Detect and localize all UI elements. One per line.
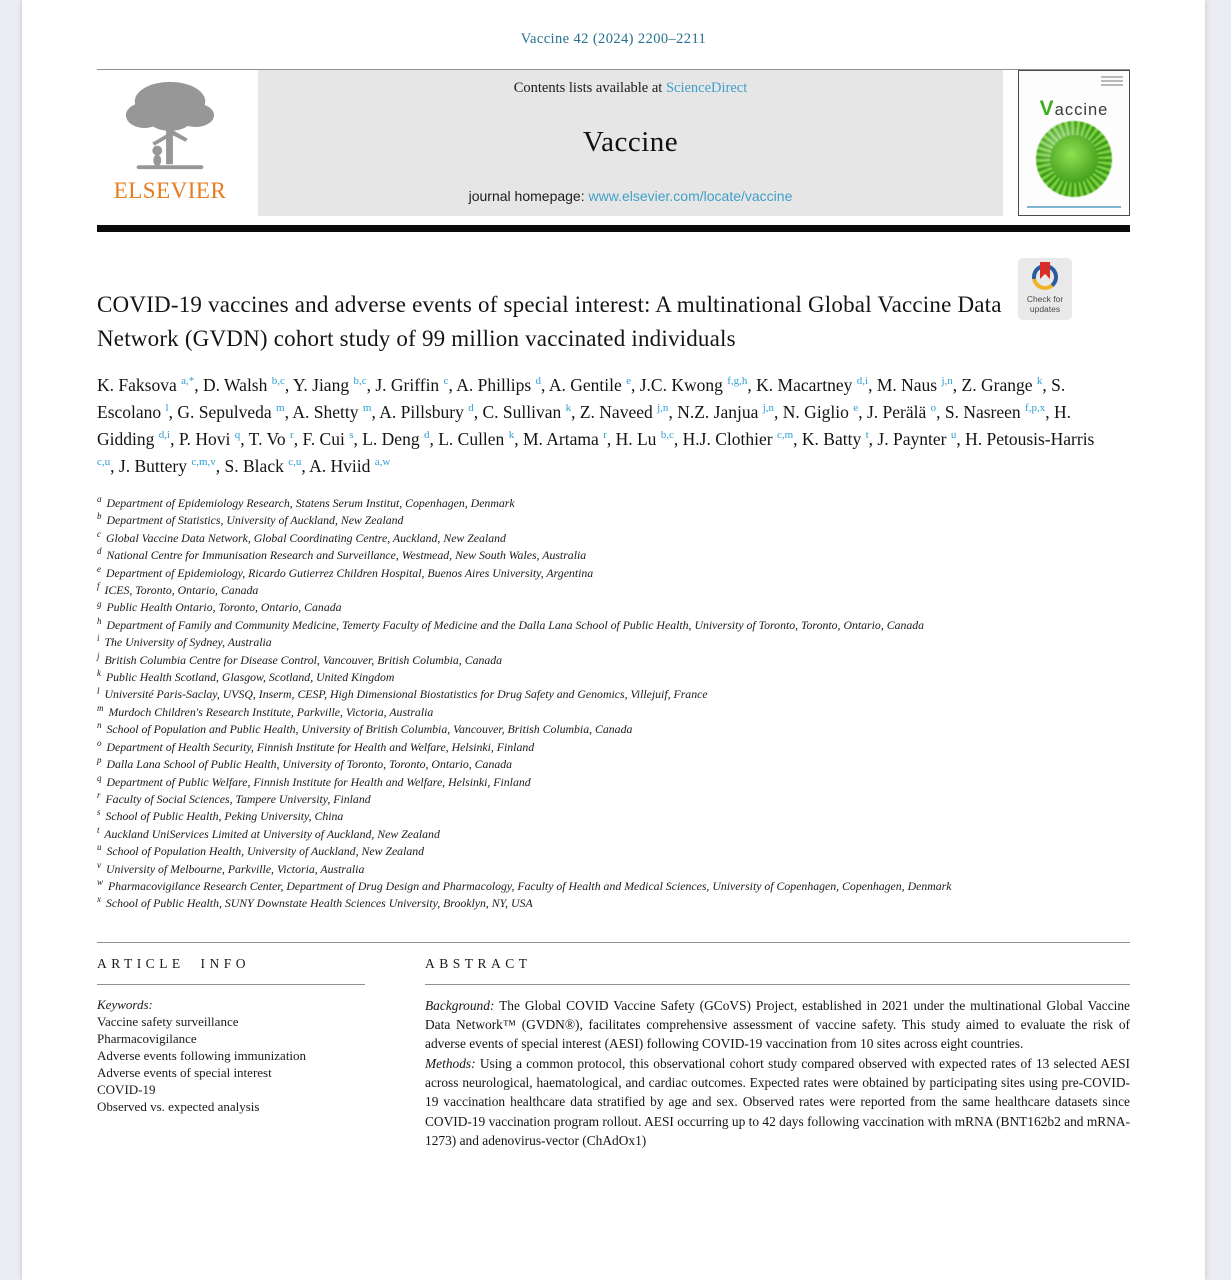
keyword-item: COVID-19 xyxy=(97,1081,156,1097)
author-affiliation-superscript: t xyxy=(865,429,869,442)
author: A. Shetty $^m$ xyxy=(292,402,372,422)
affiliation-item: $^i$ The University of Sydney, Australia xyxy=(97,633,272,650)
affiliation-item: $^n$ School of Population and Public Health, University of British Columbia, Vancouver, British Columbia, Canada xyxy=(97,720,633,737)
author-affiliation-superscript: e xyxy=(853,402,859,415)
affiliation-item: $^v$ University of Melbourne, Parkville, Victoria, Australia xyxy=(97,859,365,876)
keywords-label: Keywords: xyxy=(97,996,153,1012)
affiliation-item: $^u$ School of Population Health, University of Auckland, New Zealand xyxy=(97,842,425,859)
abstract-heading: ABSTRACT xyxy=(425,955,532,971)
author: H. Petousis-Harris $^{c,u}$ xyxy=(97,429,1095,469)
affiliation-item: $^d$ National Centre for Immunisation Research and Surveillance, Westmead, New South Wales, Australia xyxy=(97,546,587,563)
contents-line xyxy=(258,80,1003,97)
author-affiliation-superscript: m xyxy=(362,402,372,415)
check-for-updates-badge[interactable] xyxy=(1018,258,1072,320)
affiliation-item: $^q$ Department of Public Welfare, Finnish Institute for Health and Welfare, Helsinki, Finland xyxy=(97,772,531,789)
author: Z. Naveed $^{j,n}$ xyxy=(579,402,669,422)
keyword-item: Observed vs. expected analysis xyxy=(97,1098,260,1114)
author: M. Naus $^{j,n}$ xyxy=(876,375,953,395)
keyword-item: Adverse events following immunization xyxy=(97,1047,307,1063)
author: A. Phillips $^d$ xyxy=(456,375,542,395)
journal-citation: Vaccine 42 (2024) 2200–2211 xyxy=(520,31,707,47)
author-affiliation-superscript: o xyxy=(930,402,937,415)
author: A. Pillsbury $^d$ xyxy=(379,402,474,422)
author: S. Nasreen $^{f,p,x}$ xyxy=(944,402,1046,422)
author: S. Escolano $^l$ xyxy=(97,375,1066,422)
info-abstract-columns xyxy=(97,956,1130,1150)
article-info-heading: ARTICLE INFO xyxy=(97,955,251,971)
affiliation-item: $^x$ School of Public Health, SUNY Downstate Health Sciences University, Brooklyn, NY, USA xyxy=(97,894,533,911)
author-affiliation-superscript: b,c xyxy=(660,429,674,442)
author-affiliation-superscript: d,i xyxy=(158,429,171,442)
elsevier-wordmark: ELSEVIER xyxy=(113,178,227,203)
author: J. Paynter $^u$ xyxy=(877,429,957,449)
affiliation-list xyxy=(97,495,1130,913)
article-info-rule xyxy=(97,984,365,985)
abstract-paragraph: Methods: Using a common protocol, this observational cohort study compared observed with expected rates of 13 selected AESI across neurological, haematological, and cardiac outcomes. Expected rates were obtained by participating sites using pre-COVID-19 vaccination healthcare data stratified by age and sex. Observed rates were reported from the same healthcare datasets since COVID-19 vaccination program rollout. AESI occurring up to 42 days following vaccination with mRNA (BNT162b2 and mRNA-1273) and adenovirus-vector (ChAdOx1) xyxy=(425,1055,1130,1148)
article-info-column xyxy=(97,956,365,1150)
affiliation-item: $^w$ Pharmacovigilance Research Center, Department of Drug Design and Pharmacology, Faculty of Health and Medical Sciences, University of Copenhagen, Copenhagen, Denmark xyxy=(97,877,952,893)
paper-page xyxy=(22,0,1205,1280)
author: H. Gidding $^{d,i}$ xyxy=(97,402,1071,449)
author: K. Faksova $^{a,*}$ xyxy=(97,375,195,395)
affiliation-item: $^a$ Department of Epidemiology Research, Statens Serum Institut, Copenhagen, Denmark xyxy=(97,494,515,510)
affiliation-item: $^e$ Department of Epidemiology, Ricardo Gutierrez Children Hospital, Buenos Aires University, Argentina xyxy=(97,563,594,580)
cover-title-rest: accine xyxy=(1054,101,1109,119)
author-affiliation-superscript: k xyxy=(508,429,515,442)
article-title: COVID-19 vaccines and adverse events of special interest: A multinational Global Vaccine Data Network (GVDN) cohort study of 99 million vaccinated individuals xyxy=(97,292,1002,351)
affiliation-item: $^o$ Department of Health Security, Finnish Institute for Health and Welfare, Helsinki, Finland xyxy=(97,737,535,754)
author-affiliation-superscript: r xyxy=(290,429,294,442)
header-thick-rule xyxy=(97,225,1130,232)
author-affiliation-superscript: r xyxy=(603,429,607,442)
affiliation-item: $^s$ School of Public Health, Peking University, China xyxy=(97,807,344,824)
author: L. Cullen $^k$ xyxy=(438,429,515,449)
author: N.Z. Janjua $^{j,n}$ xyxy=(677,402,775,422)
crossmark-bookmark-icon xyxy=(1040,262,1050,279)
keyword-item: Pharmacovigilance xyxy=(97,1030,197,1046)
author: L. Deng $^d$ xyxy=(362,429,430,449)
publisher-logo xyxy=(97,70,243,216)
abstract-rule xyxy=(425,984,1130,985)
journal-name: Vaccine xyxy=(582,126,679,158)
author-affiliation-superscript: f,g,h xyxy=(727,375,748,388)
abstract-paragraph: Background: The Global COVID Vaccine Safety (GCoVS) Project, established in 2021 under the multinational Global Vaccine Data Network™ (GVDN®), facilitates comprehensive assessment of vaccine safety. This study aimed to evaluate the risk of adverse events of special interest (AESI) following COVID-19 vaccination from 10 sites across eight countries. xyxy=(425,997,1130,1052)
keyword-item: Vaccine safety surveillance xyxy=(97,1013,239,1029)
author-affiliation-superscript: j,n xyxy=(941,375,953,388)
author: A. Hviid $^{a,w}$ xyxy=(309,456,391,476)
author: J. Perälä $^o$ xyxy=(866,402,937,422)
journal-banner xyxy=(258,70,1003,216)
author-affiliation-superscript: c,u xyxy=(288,456,302,469)
affiliation-item: $^p$ Dalla Lana School of Public Health, University of Toronto, Toronto, Ontario, Canada xyxy=(97,755,513,772)
author: J.C. Kwong $^{f,g,h}$ xyxy=(639,375,748,395)
author-affiliation-superscript: l xyxy=(165,402,169,415)
author-affiliation-superscript: a,w xyxy=(374,456,391,469)
journal-cover-thumbnail[interactable] xyxy=(1018,70,1130,216)
abstract-column xyxy=(425,956,1130,1150)
author-affiliation-superscript: m xyxy=(276,402,285,415)
author: J. Griffin $^c$ xyxy=(375,375,449,395)
affiliation-item: $^h$ Department of Family and Community Medicine, Temerty Faculty of Medicine and the Dalla Lana School of Public Health, University of Toronto, Toronto, Ontario, Canada xyxy=(97,615,925,632)
author-affiliation-superscript: d,i xyxy=(856,375,869,388)
author-affiliation-superscript: j,n xyxy=(657,402,669,415)
author: D. Walsh $^{b,c}$ xyxy=(202,375,285,395)
abstract-text xyxy=(425,996,1130,1150)
author: S. Black $^{c,u}$ xyxy=(224,456,302,476)
author: F. Cui $^s$ xyxy=(302,429,354,449)
affiliation-item: $^t$ Auckland UniServices Limited at University of Auckland, New Zealand xyxy=(97,824,440,841)
author-affiliation-superscript: k xyxy=(565,402,572,415)
cover-issn-lines xyxy=(1101,76,1123,88)
author-affiliation-superscript: d xyxy=(468,402,474,415)
author-affiliation-superscript: a,* xyxy=(181,375,195,388)
elsevier-tree-icon xyxy=(111,78,229,176)
author: K. Macartney $^{d,i}$ xyxy=(756,375,869,395)
info-abstract-top-rule xyxy=(97,942,1130,943)
author-affiliation-superscript: c,u xyxy=(97,456,111,469)
affiliation-item: $^m$ Murdoch Children's Research Institute, Parkville, Victoria, Australia xyxy=(97,702,434,719)
author-affiliation-superscript: d xyxy=(535,375,542,388)
author: C. Sullivan $^k$ xyxy=(482,402,572,422)
author-affiliation-superscript: j,n xyxy=(762,402,775,415)
author: P. Hovi $^q$ xyxy=(178,429,241,449)
author-affiliation-superscript: q xyxy=(234,429,241,442)
crossmark-label: Check for updates xyxy=(1026,294,1064,314)
author: T. Vo $^r$ xyxy=(248,429,294,449)
cover-title-v: V xyxy=(1039,97,1055,120)
homepage-link[interactable]: www.elsevier.com/locate/vaccine xyxy=(588,188,793,204)
virus-illustration xyxy=(1036,121,1112,197)
author: K. Batty $^t$ xyxy=(801,429,869,449)
author: H. Lu $^{b,c}$ xyxy=(615,429,674,449)
author-affiliation-superscript: u xyxy=(950,429,957,442)
author: N. Giglio $^e$ xyxy=(782,402,859,422)
author: M. Artama $^r$ xyxy=(522,429,607,449)
author: H.J. Clothier $^{c,m}$ xyxy=(682,429,794,449)
affiliation-item: $^c$ Global Vaccine Data Network, Global Coordinating Centre, Auckland, New Zealand xyxy=(97,528,506,545)
affiliation-item: $^f$ ICES, Toronto, Ontario, Canada xyxy=(97,581,259,598)
author-affiliation-superscript: s xyxy=(349,429,354,442)
keywords-list xyxy=(97,1013,365,1115)
keyword-item: Adverse events of special interest xyxy=(97,1064,272,1080)
journal-header xyxy=(97,70,1130,216)
affiliation-item: $^k$ Public Health Scotland, Glasgow, Scotland, United Kingdom xyxy=(97,668,395,685)
homepage-label: journal homepage: xyxy=(468,188,589,204)
column-gap xyxy=(365,956,425,1150)
author-affiliation-superscript: c,m,v xyxy=(191,456,216,469)
author-affiliation-superscript: c xyxy=(443,375,449,388)
author-affiliation-superscript: k xyxy=(1036,375,1043,388)
sciencedirect-link[interactable]: ScienceDirect xyxy=(665,80,748,96)
author-affiliation-superscript: e xyxy=(626,375,631,388)
author: Z. Grange $^k$ xyxy=(961,375,1043,395)
affiliation-item: $^g$ Public Health Ontario, Toronto, Ontario, Canada xyxy=(97,598,342,615)
crossmark-ring-icon xyxy=(1032,264,1058,290)
author-affiliation-superscript: d xyxy=(423,429,430,442)
cover-title xyxy=(1019,97,1129,121)
author-affiliation-superscript: b,c xyxy=(353,375,367,388)
affiliation-item: $^l$ Université Paris-Saclay, UVSQ, Inserm, CESP, High Dimensional Biostatistics for Drug Safety and Genomics, Villejuif, France xyxy=(97,685,708,702)
author-list: K. Faksova $^{a,*}$, D. Walsh $^{b,c}$, Y. Jiang $^{b,c}$, J. Griffin $^c$, A. Phillips $^d$, A. Gentile $^e$, J.C. Kwong $^{f,g,h}$, K. Macartney $^{d,i}$, M. Naus $^{j,n}$, Z. Grange $^k$, S. Escolano $^l$, G. Sepulveda $^m$, A. Shetty $^m$, A. Pillsbury $^d$, C. Sullivan $^k$, Z. Naveed $^{j,n}$, N.Z. Janjua $^{j,n}$, N. Giglio $^e$, J. Perälä $^o$, S. Nasreen $^{f,p,x}$, H. Gidding $^{d,i}$, P. Hovi $^q$, T. Vo $^r$, F. Cui $^s$, L. Deng $^d$, L. Cullen $^k$, M. Artama $^r$, H. Lu $^{b,c}$, H.J. Clothier $^{c,m}$, K. Batty $^t$, J. Paynter $^u$, H. Petousis-Harris $^{c,u}$, J. Buttery $^{c,m,v}$, S. Black $^{c,u}$, A. Hviid $^{a,w}$ xyxy=(97,375,1095,476)
cover-footer-line xyxy=(1027,206,1121,208)
author: A. Gentile $^e$ xyxy=(548,375,631,395)
affiliation-item: $^r$ Faculty of Social Sciences, Tampere University, Finland xyxy=(97,789,371,806)
page-content xyxy=(22,31,1205,1150)
contents-text: Contents lists available at xyxy=(513,80,666,96)
author-affiliation-superscript: f,p,x xyxy=(1025,402,1046,415)
author: Y. Jiang $^{b,c}$ xyxy=(293,375,367,395)
author: G. Sepulveda $^m$ xyxy=(177,402,285,422)
author: J. Buttery $^{c,m,v}$ xyxy=(118,456,216,476)
homepage-line xyxy=(258,188,1003,204)
author-affiliation-superscript: b,c xyxy=(271,375,285,388)
author-affiliation-superscript: c,m xyxy=(776,429,794,442)
affiliation-item: $^j$ British Columbia Centre for Disease Control, Vancouver, British Columbia, Canada xyxy=(97,650,503,667)
affiliation-item: $^b$ Department of Statistics, University of Auckland, New Zealand xyxy=(97,511,404,528)
